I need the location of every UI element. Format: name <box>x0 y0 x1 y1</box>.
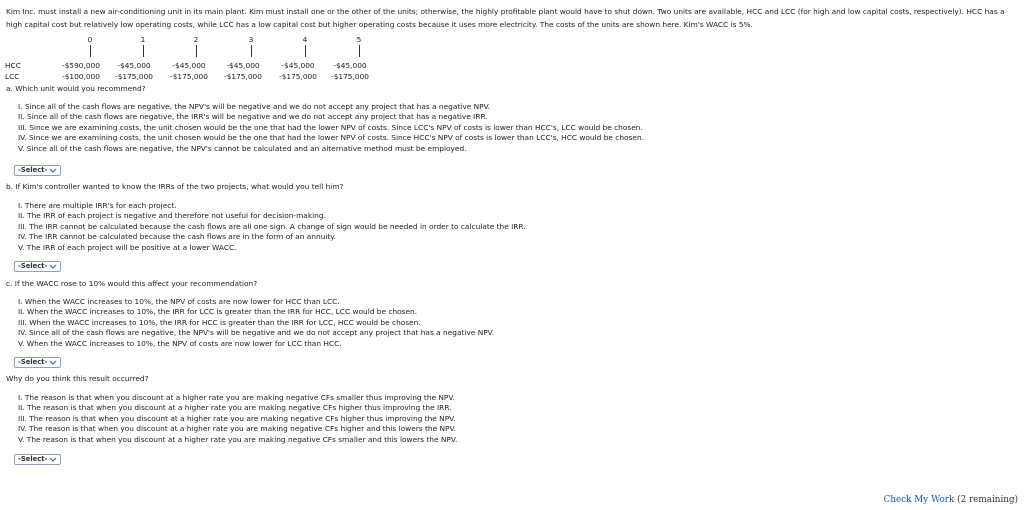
lcc-label: LCC <box>5 72 20 81</box>
lcc-cf-5: -$175,000 <box>331 72 369 81</box>
check-my-work <box>884 495 1018 506</box>
hcc-label: HCC <box>5 61 21 70</box>
question-a: a. Which unit would you recommend? <box>6 84 146 93</box>
period-0: 0 <box>87 35 93 44</box>
option-a-3: III. Since we are examining costs, the unit chosen would be the one that had the lower NPV of costs. Since LCC's NPV of costs is lower than HCC's, LCC would be chosen. <box>18 122 643 132</box>
timeline-tick <box>143 45 144 57</box>
timeline-tick <box>196 45 197 57</box>
period-5: 5 <box>356 35 362 44</box>
lcc-cf-0: -$100,000 <box>62 72 100 81</box>
select-label: -Select- <box>18 262 48 270</box>
hcc-cf-5: -$45,000 <box>333 61 367 70</box>
option-c-1: I. When the WACC increases to 10%, the NPV of costs are now lower for HCC than LCC. <box>18 297 340 306</box>
period-1: 1 <box>140 35 146 44</box>
hcc-cf-0: -$590,000 <box>62 61 100 70</box>
question-b-options <box>18 201 526 253</box>
option-c-4: IV. Since all of the cash flows are negative, the NPV's will be negative and we do not accept any project that has a negative NPV. <box>18 328 495 338</box>
attempts-remaining: (2 remaining) <box>957 495 1018 505</box>
answer-a-select[interactable] <box>14 165 61 176</box>
question-b: b. If Kim's controller wanted to know the IRRs of the two projects, what would you tell him? <box>6 182 344 191</box>
select-label: -Select- <box>18 358 48 366</box>
question-c-options <box>18 297 494 349</box>
problem-intro: Kim Inc. must install a new air-conditioning unit in its main plant. Kim must install one or the other of the units; otherwise, the highly profitable plant would have to shut down. Two units are available, HCC and LCC (for high and low capital costs, respectively). HCC has a high capital cost but relatively low operating costs, while LCC has a low capital cost but higher operating costs because it uses more electricity. The costs of the units are shown here. Kim's WACC is 5%. <box>6 7 1005 29</box>
period-3: 3 <box>248 35 254 44</box>
period-2: 2 <box>193 35 199 44</box>
option-a-4: IV. Since we are examining costs, the unit chosen would be the one that had the lower NPV of costs. Since HCC's NPV of costs is lower than LCC's, HCC would be chosen. <box>18 133 645 143</box>
question-a-options <box>18 102 644 154</box>
period-4: 4 <box>302 35 308 44</box>
option-d-4: IV. The reason is that when you discount at a higher rate you are making negative CFs higher and this lowers the NPV. <box>18 424 456 434</box>
option-c-5: V. When the WACC increases to 10%, the NPV of costs are now lower for LCC than HCC. <box>18 338 342 348</box>
timeline-tick <box>90 45 91 57</box>
lcc-cf-4: -$175,000 <box>279 72 317 81</box>
option-b-3: III. The IRR cannot be calculated because the cash flows are all one sign. A change of sign would be needed in order to calculate the IRR. <box>18 221 526 231</box>
option-d-2: II. The reason is that when you discount at a higher rate you are making negative CFs higher thus improving the IRR. <box>18 403 452 413</box>
question-d-options <box>18 393 457 445</box>
timeline-tick <box>251 45 252 57</box>
option-a-2: II. Since all of the cash flows are negative, the IRR's will be negative and we do not accept any project that has a negative IRR. <box>18 112 488 122</box>
option-d-3: III. The reason is that when you discount at a higher rate you are making negative CFs higher thus improving the NPV. <box>18 413 456 423</box>
hcc-cf-1: -$45,000 <box>117 61 151 70</box>
question-d: Why do you think this result occurred? <box>6 374 149 383</box>
hcc-cf-3: -$45,000 <box>226 61 260 70</box>
answer-b-select[interactable] <box>14 261 61 272</box>
lcc-cf-3: -$175,000 <box>224 72 262 81</box>
option-b-4: IV. The IRR cannot be calculated because the cash flows are in the form of an annuity. <box>18 232 336 242</box>
option-b-1: I. There are multiple IRR's for each project. <box>18 201 177 210</box>
option-b-2: II. The IRR of each project is negative and therefore not useful for decision-making. <box>18 211 326 221</box>
option-d-1: I. The reason is that when you discount at a higher rate you are making negative CFs smaller thus improving the NPV. <box>18 393 455 402</box>
check-my-work-link[interactable]: Check My Work <box>883 495 955 505</box>
option-c-2: II. When the WACC increases to 10%, the IRR for LCC is greater than the IRR for HCC, LCC would be chosen. <box>18 307 418 317</box>
lcc-cf-2: -$175,000 <box>170 72 208 81</box>
chevron-down-icon <box>49 456 57 463</box>
lcc-cf-1: -$175,000 <box>115 72 153 81</box>
chevron-down-icon <box>49 263 57 270</box>
chevron-down-icon <box>49 167 57 174</box>
select-label: -Select- <box>18 166 48 174</box>
question-c: c. If the WACC rose to 10% would this affect your recommendation? <box>6 279 258 288</box>
timeline-tick <box>359 45 360 57</box>
option-d-5: V. The reason is that when you discount at a higher rate you are making negative CFs smaller and this lowers the NPV. <box>18 434 458 444</box>
option-b-5: V. The IRR of each project will be positive at a lower WACC. <box>18 242 237 252</box>
hcc-cf-4: -$45,000 <box>281 61 315 70</box>
chevron-down-icon <box>49 359 57 366</box>
answer-c-select[interactable] <box>14 357 61 368</box>
option-c-3: III. When the WACC increases to 10%, the IRR for HCC is greater than the IRR for LCC, HCC would be chosen. <box>18 317 421 327</box>
option-a-5: V. Since all of the cash flows are negative, the NPV's cannot be calculated and an alternative method must be employed. <box>18 143 467 153</box>
select-label: -Select- <box>18 455 48 463</box>
timeline-tick <box>305 45 306 57</box>
answer-d-select[interactable] <box>14 454 61 465</box>
option-a-1: I. Since all of the cash flows are negative, the NPV's will be negative and we do not accept any project that has a negative NPV. <box>18 102 491 111</box>
hcc-cf-2: -$45,000 <box>172 61 206 70</box>
